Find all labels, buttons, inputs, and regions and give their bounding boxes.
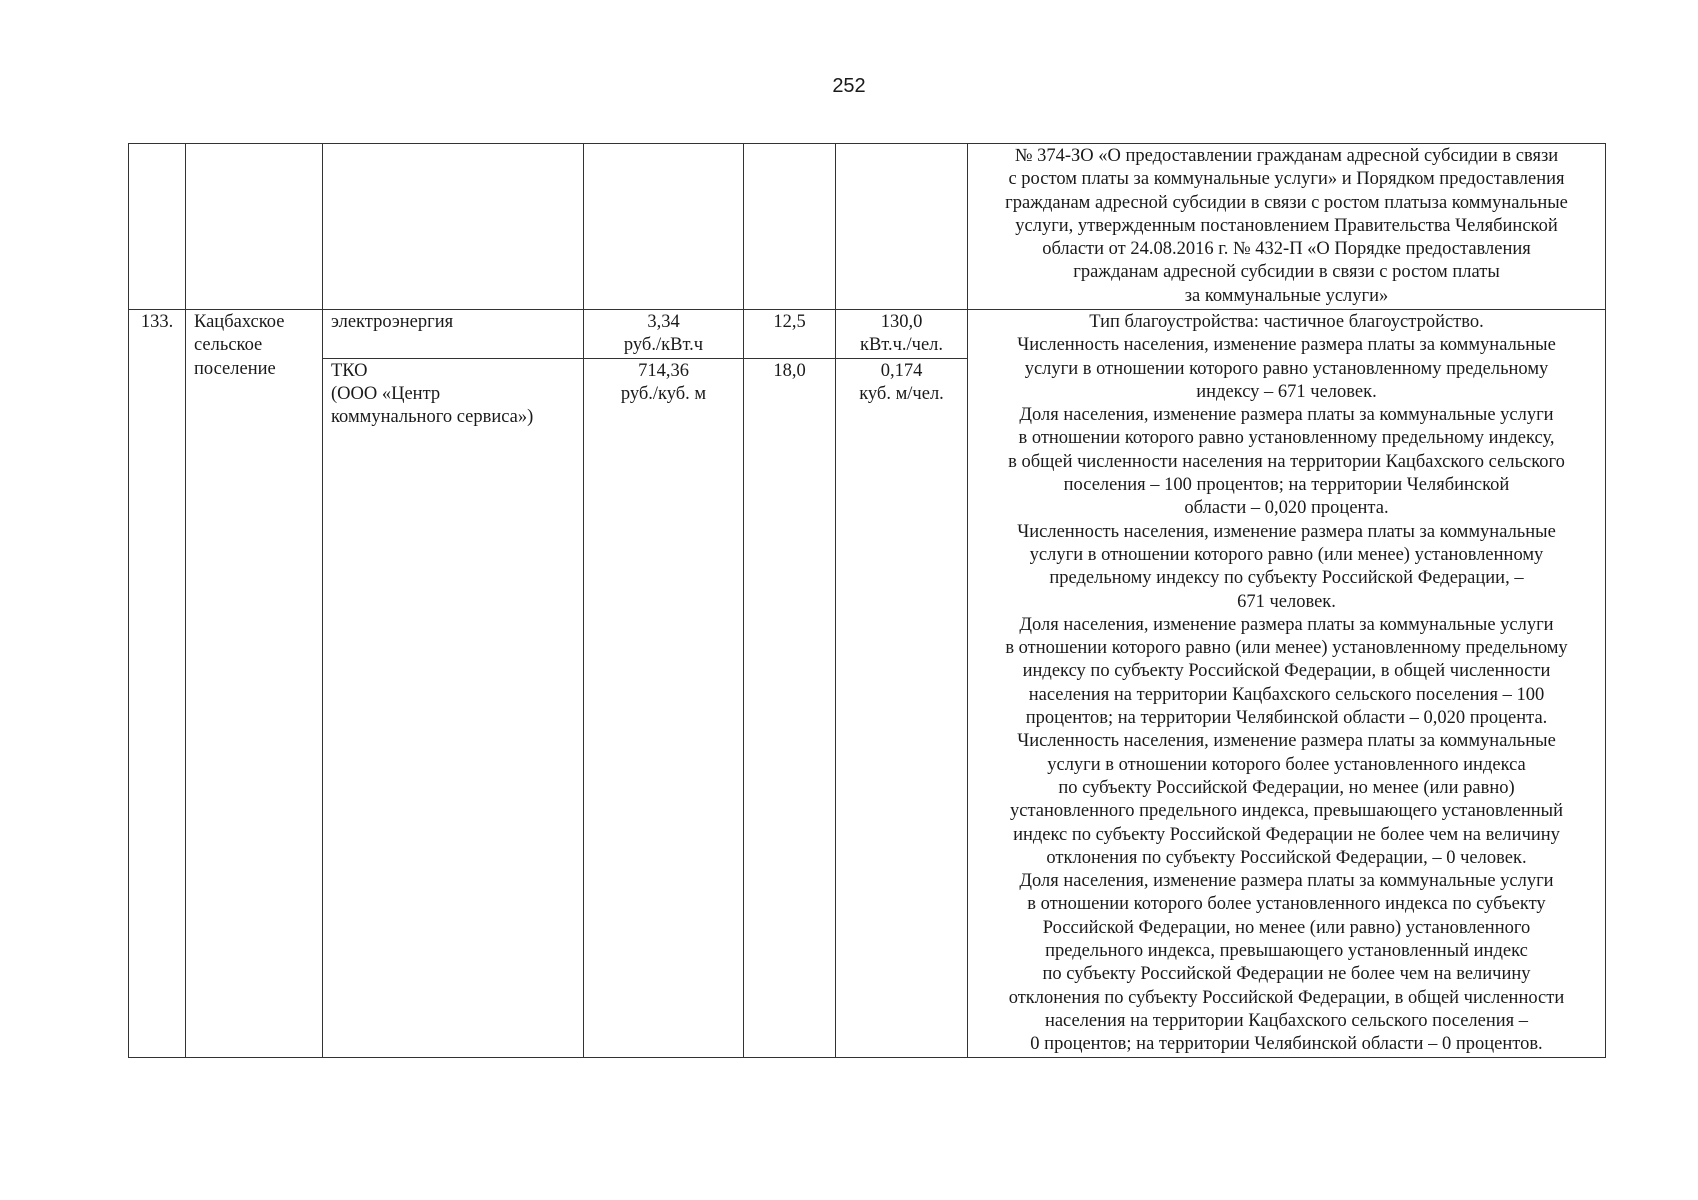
- text-line: в отношении которого более установленного индекса по субъекту: [1027, 894, 1546, 915]
- page-number: 252: [832, 75, 866, 97]
- text-line: 671 человек.: [1237, 591, 1336, 612]
- text-line: в отношении которого равно установленному предельному индексу,: [1018, 428, 1555, 449]
- text-line: 0 процентов; на территории Челябинской области – 0 процентов.: [1030, 1034, 1543, 1055]
- municipality-name: Кацбахское сельское поселение: [186, 310, 323, 1058]
- text-line: в общей численности населения на территории Кацбахского сельского: [1008, 451, 1565, 472]
- tariff-table: [128, 143, 1606, 1058]
- text-line: № 374-ЗО «О предоставлении гражданам адресной субсидии в связи: [1014, 146, 1559, 166]
- text-line: Доля населения, изменение размера платы за коммунальные услуги: [1019, 405, 1554, 426]
- service-tariff: 714,36 руб./куб. м: [584, 358, 744, 1057]
- service-volume: 130,0 кВт.ч./чел.: [836, 310, 968, 359]
- row-description: [968, 310, 1606, 1058]
- text-line: Российской Федерации, но менее (или равно) установленного: [1042, 917, 1531, 938]
- text-line: предельному индексу по субъекту Российской Федерации, –: [1049, 568, 1524, 589]
- text-line: процентов; на территории Челябинской области – 0,020 процента.: [1025, 708, 1548, 729]
- empty-cell: [323, 144, 584, 310]
- service-percent: 12,5: [744, 310, 836, 359]
- text-line: с ростом платы за коммунальные услуги» и Порядком предоставления: [1008, 169, 1565, 190]
- service-volume: 0,174 куб. м/чел.: [836, 358, 968, 1057]
- row-number: 133.: [129, 310, 186, 1058]
- text-line: области – 0,020 процента.: [1184, 498, 1389, 519]
- text-line: по субъекту Российской Федерации не более чем на величину: [1042, 964, 1531, 985]
- text-line: по субъекту Российской Федерации, но менее (или равно): [1058, 777, 1515, 798]
- service-tariff: 3,34 руб./кВт.ч: [584, 310, 744, 359]
- text-line: за коммунальные услуги»: [1184, 285, 1389, 306]
- continuation-description: [968, 144, 1606, 310]
- text-line: населения на территории Кацбахского сельского поселения –: [1044, 1010, 1529, 1031]
- text-line: индексу – 671 человек.: [1196, 381, 1377, 402]
- text-line: индексу по субъекту Российской Федерации, в общей численности: [1022, 661, 1551, 682]
- text-line: индекс по субъекту Российской Федерации не более чем на величину: [1013, 824, 1560, 845]
- empty-cell: [186, 144, 323, 310]
- service-name: ТКО (ООО «Центр коммунального сервиса»): [323, 358, 584, 1057]
- text-line: области от 24.08.2016 г. № 432-П «О Порядке предоставления: [1042, 239, 1531, 260]
- text-line: Доля населения, изменение размера платы за коммунальные услуги: [1019, 614, 1554, 635]
- text-line: Численность населения, изменение размера платы за коммунальные: [1017, 521, 1556, 542]
- text-line: Численность населения, изменение размера платы за коммунальные: [1017, 335, 1556, 356]
- text-line: услуги в отношении которого равно (или менее) установленному: [1029, 544, 1544, 565]
- text-line: услуги в отношении которого более установленного индекса: [1047, 754, 1526, 775]
- text-line: Доля населения, изменение размера платы за коммунальные услуги: [1019, 871, 1554, 892]
- empty-cell: [129, 144, 186, 310]
- text-line: установленного предельного индекса, превышающего установленный: [1010, 801, 1563, 822]
- text-line: гражданам адресной субсидии в связи с ростом платы: [1073, 262, 1500, 283]
- text-line: отклонения по субъекту Российской Федерации, в общей численности: [1008, 987, 1565, 1008]
- text-line: населения на территории Кацбахского сельского поселения – 100: [1028, 684, 1545, 705]
- text-line: поселения – 100 процентов; на территории Челябинской: [1063, 475, 1510, 496]
- text-line: услуги, утвержденным постановлением Правительства Челябинской: [1015, 215, 1558, 236]
- service-name: электроэнергия: [323, 310, 584, 359]
- empty-cell: [584, 144, 744, 310]
- table-row: [129, 310, 1606, 359]
- text-line: предельного индекса, превышающего установленный индекс: [1045, 941, 1528, 962]
- service-percent: 18,0: [744, 358, 836, 1057]
- text-line: Тип благоустройства: частичное благоустройство.: [1089, 312, 1484, 332]
- text-line: гражданам адресной субсидии в связи с ростом платыза коммунальные: [1005, 192, 1568, 213]
- text-line: в отношении которого равно (или менее) установленному предельному: [1005, 638, 1568, 659]
- empty-cell: [836, 144, 968, 310]
- text-line: услуги в отношении которого равно установленному предельному: [1024, 358, 1549, 379]
- text-line: отклонения по субъекту Российской Федерации, – 0 человек.: [1046, 847, 1527, 868]
- text-line: Численность населения, изменение размера платы за коммунальные: [1017, 731, 1556, 752]
- continuation-row: [129, 144, 1606, 310]
- empty-cell: [744, 144, 836, 310]
